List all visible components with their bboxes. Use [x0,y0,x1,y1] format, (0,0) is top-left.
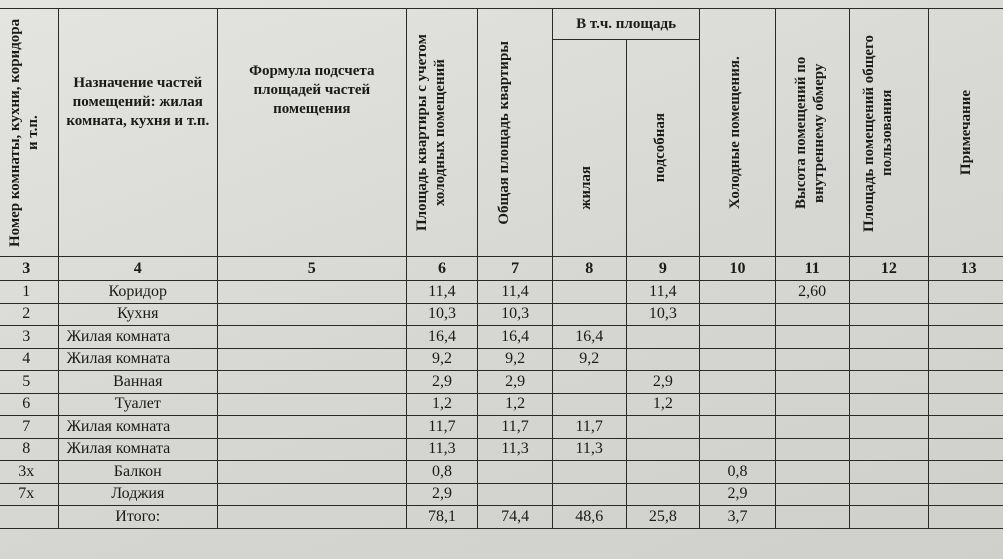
header-auxiliary: подсобная [626,40,700,257]
cell-note [929,483,1003,506]
cell-common [849,483,929,506]
header-room-purpose: Назначение частей помещений: жилая комната, кухня и т.п. [58,9,217,257]
table-row [0,483,1003,506]
cell-total [478,483,553,506]
column-number: 3 [0,257,58,281]
header-including-area: В т.ч. площадь [552,9,699,40]
cell-total: 9,2 [478,348,553,371]
cell-living: 48,6 [552,506,626,529]
cell-total-cold: 11,7 [406,416,478,439]
cell-total-cold: 2,9 [406,483,478,506]
cell-common [849,506,929,529]
cell-total: 74,4 [478,506,553,529]
cell-total: 16,4 [478,326,553,349]
cell-aux [626,348,700,371]
cell-num: 5 [0,371,58,394]
cell-living: 11,3 [552,438,626,461]
table-row [0,416,1003,439]
header-cold-rooms: Холодные помещения. [700,9,776,257]
cell-height: 2,60 [775,281,849,304]
cell-formula [217,506,406,529]
cell-name: Ванная [58,371,217,394]
table-row [0,348,1003,371]
cell-cold [700,371,776,394]
cell-height [775,461,849,484]
cell-living [552,461,626,484]
cell-num: 7 [0,416,58,439]
cell-living: 11,7 [552,416,626,439]
cell-name: Жилая комната [58,348,217,371]
cell-aux [626,416,700,439]
table-row [0,281,1003,304]
cell-height [775,303,849,326]
cell-total [478,461,553,484]
cell-formula [217,416,406,439]
cell-formula [217,371,406,394]
cell-cold [700,348,776,371]
cell-total: 2,9 [478,371,553,394]
column-numbers-row [0,257,1003,281]
header-formula: Формула подсчета площадей частей помещения [217,9,406,257]
cell-aux [626,461,700,484]
apartment-area-table [0,8,1003,529]
cell-total-cold: 2,9 [406,371,478,394]
cell-height [775,393,849,416]
header-note: Примечание [929,9,1003,257]
cell-height [775,438,849,461]
cell-name: Туалет [58,393,217,416]
cell-total-cold: 78,1 [406,506,478,529]
cell-note [929,326,1003,349]
table-row [0,506,1003,529]
cell-aux: 1,2 [626,393,700,416]
cell-total-cold: 11,3 [406,438,478,461]
cell-note [929,393,1003,416]
cell-height [775,348,849,371]
cell-aux [626,326,700,349]
cell-num: 3х [0,461,58,484]
cell-total: 10,3 [478,303,553,326]
table-row [0,438,1003,461]
cell-cold [700,416,776,439]
cell-total: 11,3 [478,438,553,461]
table-row [0,371,1003,394]
cell-note [929,303,1003,326]
column-number: 5 [217,257,406,281]
cell-formula [217,303,406,326]
cell-total: 1,2 [478,393,553,416]
cell-living [552,393,626,416]
column-number: 13 [929,257,1003,281]
cell-num [0,506,58,529]
cell-height [775,506,849,529]
cell-living [552,371,626,394]
cell-formula [217,483,406,506]
cell-common [849,393,929,416]
column-number: 12 [849,257,929,281]
cell-num: 8 [0,438,58,461]
cell-note [929,281,1003,304]
table-row [0,461,1003,484]
cell-height [775,371,849,394]
cell-common [849,461,929,484]
cell-common [849,438,929,461]
cell-cold [700,326,776,349]
cell-total-cold: 0,8 [406,461,478,484]
cell-living [552,483,626,506]
cell-living [552,281,626,304]
cell-num: 4 [0,348,58,371]
cell-height [775,483,849,506]
cell-note [929,348,1003,371]
cell-total: 11,7 [478,416,553,439]
cell-note [929,461,1003,484]
cell-cold: 2,9 [700,483,776,506]
table-body [0,281,1003,529]
cell-living: 16,4 [552,326,626,349]
cell-total-cold: 1,2 [406,393,478,416]
table-row [0,326,1003,349]
cell-formula [217,461,406,484]
header-room-number: Номер комнаты, кухни, коридора и т.п. [0,9,58,257]
cell-common [849,303,929,326]
cell-common [849,348,929,371]
cell-height [775,326,849,349]
cell-height [775,416,849,439]
cell-aux [626,438,700,461]
cell-num: 7х [0,483,58,506]
cell-formula [217,348,406,371]
cell-cold [700,438,776,461]
cell-cold [700,393,776,416]
cell-cold [700,281,776,304]
column-number: 11 [775,257,849,281]
column-number: 9 [626,257,700,281]
column-number: 6 [406,257,478,281]
header-living: жилая [552,40,626,257]
cell-name: Итого: [58,506,217,529]
cell-common [849,281,929,304]
cell-cold [700,303,776,326]
cell-total-cold: 10,3 [406,303,478,326]
column-number: 7 [478,257,553,281]
cell-common [849,371,929,394]
cell-cold: 3,7 [700,506,776,529]
table-row [0,393,1003,416]
cell-total-cold: 9,2 [406,348,478,371]
cell-common [849,416,929,439]
cell-num: 1 [0,281,58,304]
cell-total: 11,4 [478,281,553,304]
cell-total-cold: 16,4 [406,326,478,349]
cell-name: Жилая комната [58,326,217,349]
header-common-area: Площадь помещений общего пользования [849,9,929,257]
cell-num: 2 [0,303,58,326]
cell-aux: 25,8 [626,506,700,529]
column-number: 4 [58,257,217,281]
header-height: Высота помещений по внутреннему обмеру [775,9,849,257]
cell-living: 9,2 [552,348,626,371]
cell-formula [217,393,406,416]
cell-formula [217,326,406,349]
header-area-with-cold: Площадь квартиры с учетом холодных помещений [406,9,478,257]
cell-formula [217,281,406,304]
cell-cold: 0,8 [700,461,776,484]
cell-formula [217,438,406,461]
header-total-area: Общая площадь квартиры [478,9,553,257]
cell-name: Коридор [58,281,217,304]
cell-note [929,371,1003,394]
cell-note [929,506,1003,529]
cell-aux: 2,9 [626,371,700,394]
cell-num: 6 [0,393,58,416]
cell-name: Лоджия [58,483,217,506]
cell-name: Кухня [58,303,217,326]
cell-living [552,303,626,326]
cell-num: 3 [0,326,58,349]
cell-aux: 10,3 [626,303,700,326]
cell-note [929,438,1003,461]
cell-name: Балкон [58,461,217,484]
column-number: 8 [552,257,626,281]
cell-aux: 11,4 [626,281,700,304]
table-row [0,303,1003,326]
cell-aux [626,483,700,506]
cell-common [849,326,929,349]
cell-note [929,416,1003,439]
cell-name: Жилая комната [58,438,217,461]
cell-total-cold: 11,4 [406,281,478,304]
cell-name: Жилая комната [58,416,217,439]
column-number: 10 [700,257,776,281]
